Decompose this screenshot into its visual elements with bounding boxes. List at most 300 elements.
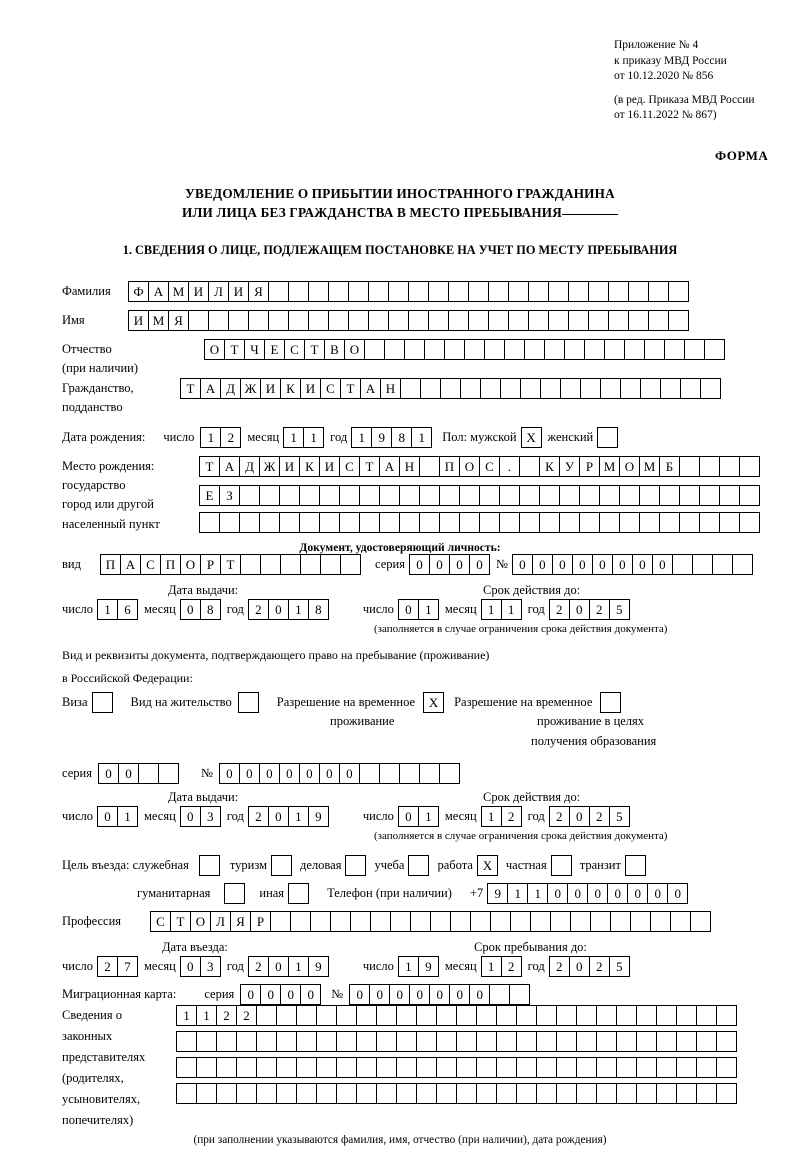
migration-number-cell[interactable]: 0 — [349, 984, 370, 1005]
permit-valid-month-input[interactable] — [481, 806, 522, 827]
profession-cell[interactable]: Я — [230, 911, 251, 932]
permit-visa-checkbox[interactable] — [92, 692, 113, 713]
reps-1-cell[interactable] — [416, 1005, 437, 1026]
reps-2-cell[interactable] — [256, 1031, 277, 1052]
permit-issue-day-cell[interactable]: 1 — [117, 806, 138, 827]
migration-series-input[interactable] — [240, 984, 321, 1005]
permit-number-cell[interactable] — [399, 763, 420, 784]
surname-cell[interactable]: Л — [208, 281, 229, 302]
reps-4-cell[interactable] — [256, 1083, 277, 1104]
name-cell[interactable] — [408, 310, 429, 331]
name-cell[interactable] — [648, 310, 669, 331]
reps-3-cell[interactable] — [436, 1057, 457, 1078]
permit-issue-year-cell[interactable]: 9 — [308, 806, 329, 827]
name-cell[interactable] — [248, 310, 269, 331]
reps-4-cell[interactable] — [196, 1083, 217, 1104]
reps-3-cell[interactable] — [476, 1057, 497, 1078]
identity-issue-month-input[interactable] — [180, 599, 221, 620]
permit-valid-month-cell[interactable]: 2 — [501, 806, 522, 827]
citizenship-cell[interactable]: С — [320, 378, 341, 399]
birthplace-1-cell[interactable]: У — [559, 456, 580, 477]
reps-2-cell[interactable] — [216, 1031, 237, 1052]
birth-day-input[interactable] — [200, 427, 241, 448]
surname-cell[interactable] — [648, 281, 669, 302]
birthplace-1-cell[interactable]: Т — [359, 456, 380, 477]
migration-number-cell[interactable]: 0 — [409, 984, 430, 1005]
name-cell[interactable] — [568, 310, 589, 331]
permit-issue-month-input[interactable] — [180, 806, 221, 827]
surname-cell[interactable] — [668, 281, 689, 302]
permit-series-cell[interactable]: 0 — [118, 763, 139, 784]
profession-cell[interactable] — [430, 911, 451, 932]
surname-cell[interactable]: Я — [248, 281, 269, 302]
phone-cell[interactable]: 0 — [647, 883, 668, 904]
identity-kind-cell[interactable]: П — [100, 554, 121, 575]
entry-day-input[interactable] — [97, 956, 138, 977]
birthplace-1-cell[interactable]: А — [219, 456, 240, 477]
reps-3-cell[interactable] — [556, 1057, 577, 1078]
permit-valid-year-cell[interactable]: 2 — [549, 806, 570, 827]
name-cell[interactable] — [428, 310, 449, 331]
birthplace-2-cell[interactable] — [579, 485, 600, 506]
reps-4-cell[interactable] — [316, 1083, 337, 1104]
identity-kind-cell[interactable]: О — [180, 554, 201, 575]
permit-issue-month-cell[interactable]: 0 — [180, 806, 201, 827]
reps-2-cell[interactable] — [576, 1031, 597, 1052]
permit-number-cell[interactable]: 0 — [299, 763, 320, 784]
identity-issue-year-cell[interactable]: 1 — [288, 599, 309, 620]
phone-cell[interactable]: 0 — [607, 883, 628, 904]
birthplace-2-cell[interactable] — [299, 485, 320, 506]
phone-cell[interactable]: 0 — [567, 883, 588, 904]
citizenship-cell[interactable] — [540, 378, 561, 399]
citizenship-cell[interactable]: Н — [380, 378, 401, 399]
patronymic-cell[interactable]: В — [324, 339, 345, 360]
identity-number-cell[interactable]: 0 — [592, 554, 613, 575]
patronymic-cell[interactable] — [524, 339, 545, 360]
reps-4-cell[interactable] — [556, 1083, 577, 1104]
reps-1-cell[interactable] — [656, 1005, 677, 1026]
entry-month-cell[interactable]: 3 — [200, 956, 221, 977]
reps-4-cell[interactable] — [716, 1083, 737, 1104]
profession-cell[interactable] — [530, 911, 551, 932]
surname-cell[interactable] — [368, 281, 389, 302]
permit-number-cell[interactable] — [439, 763, 460, 784]
birth-day-cell[interactable]: 2 — [220, 427, 241, 448]
reps-3-cell[interactable] — [256, 1057, 277, 1078]
reps-3-cell[interactable] — [696, 1057, 717, 1078]
birthplace-2-cell[interactable] — [539, 485, 560, 506]
permit-number-cell[interactable]: 0 — [339, 763, 360, 784]
stay-month-cell[interactable]: 1 — [481, 956, 502, 977]
reps-1-cell[interactable] — [436, 1005, 457, 1026]
citizenship-cell[interactable] — [580, 378, 601, 399]
reps-2-cell[interactable] — [516, 1031, 537, 1052]
permit-number-input[interactable] — [219, 763, 460, 784]
birthplace-3-cell[interactable] — [219, 512, 240, 533]
reps-2-cell[interactable] — [436, 1031, 457, 1052]
permit-valid-day-cell[interactable]: 1 — [418, 806, 439, 827]
birthplace-2-cell[interactable] — [459, 485, 480, 506]
patronymic-cell[interactable] — [544, 339, 565, 360]
citizenship-cell[interactable] — [660, 378, 681, 399]
birthplace-1-cell[interactable]: П — [439, 456, 460, 477]
patronymic-cell[interactable] — [584, 339, 605, 360]
birthplace-3-cell[interactable] — [659, 512, 680, 533]
surname-cell[interactable] — [388, 281, 409, 302]
profession-cell[interactable] — [490, 911, 511, 932]
identity-valid-year-input[interactable] — [549, 599, 630, 620]
surname-cell[interactable] — [528, 281, 549, 302]
reps-4-cell[interactable] — [356, 1083, 377, 1104]
birthplace-3-cell[interactable] — [739, 512, 760, 533]
birthplace-2-cell[interactable] — [519, 485, 540, 506]
citizenship-cell[interactable]: К — [280, 378, 301, 399]
identity-number-cell[interactable] — [692, 554, 713, 575]
migration-series-cell[interactable]: 0 — [240, 984, 261, 1005]
birthplace-2-cell[interactable] — [659, 485, 680, 506]
identity-valid-year-cell[interactable]: 2 — [549, 599, 570, 620]
birthplace-2-cell[interactable] — [419, 485, 440, 506]
surname-cell[interactable] — [428, 281, 449, 302]
permit-series-cell[interactable] — [138, 763, 159, 784]
reps-1-cell[interactable] — [456, 1005, 477, 1026]
permit-issue-day-input[interactable] — [97, 806, 138, 827]
birth-year-cell[interactable]: 9 — [371, 427, 392, 448]
purpose-transit-checkbox[interactable] — [625, 855, 646, 876]
purpose-work-checkbox[interactable]: X — [477, 855, 498, 876]
birthplace-3-cell[interactable] — [519, 512, 540, 533]
identity-issue-year-cell[interactable]: 2 — [248, 599, 269, 620]
reps-3-cell[interactable] — [316, 1057, 337, 1078]
birthplace-3-cell[interactable] — [719, 512, 740, 533]
birthplace-2-cell[interactable] — [259, 485, 280, 506]
patronymic-cell[interactable]: Т — [304, 339, 325, 360]
birth-year-cell[interactable]: 1 — [411, 427, 432, 448]
birthplace-2-cell[interactable]: Е — [199, 485, 220, 506]
reps-1-cell[interactable]: 1 — [176, 1005, 197, 1026]
identity-kind-cell[interactable] — [320, 554, 341, 575]
entry-year-input[interactable] — [248, 956, 329, 977]
stay-month-cell[interactable]: 2 — [501, 956, 522, 977]
profession-cell[interactable]: С — [150, 911, 171, 932]
reps-2-cell[interactable] — [356, 1031, 377, 1052]
patronymic-cell[interactable] — [464, 339, 485, 360]
birthplace-1-cell[interactable] — [419, 456, 440, 477]
birthplace-3-cell[interactable] — [339, 512, 360, 533]
birthplace-1-cell[interactable]: С — [479, 456, 500, 477]
reps-1-cell[interactable] — [316, 1005, 337, 1026]
birth-month-cell[interactable]: 1 — [283, 427, 304, 448]
profession-cell[interactable] — [290, 911, 311, 932]
permit-valid-month-cell[interactable]: 1 — [481, 806, 502, 827]
name-cell[interactable] — [208, 310, 229, 331]
birthplace-1-cell[interactable]: О — [459, 456, 480, 477]
birthplace-2-cell[interactable] — [479, 485, 500, 506]
reps-1-cell[interactable] — [716, 1005, 737, 1026]
permit-number-cell[interactable]: 0 — [319, 763, 340, 784]
identity-issue-day-input[interactable] — [97, 599, 138, 620]
surname-cell[interactable] — [328, 281, 349, 302]
reps-1-cell[interactable] — [356, 1005, 377, 1026]
birthplace-1-cell[interactable] — [679, 456, 700, 477]
birthplace-2-cell[interactable] — [739, 485, 760, 506]
citizenship-cell[interactable] — [620, 378, 641, 399]
profession-cell[interactable]: О — [190, 911, 211, 932]
reps-4-cell[interactable] — [276, 1083, 297, 1104]
birthplace-2-cell[interactable] — [379, 485, 400, 506]
name-cell[interactable] — [508, 310, 529, 331]
name-cell[interactable] — [188, 310, 209, 331]
identity-issue-year-input[interactable] — [248, 599, 329, 620]
identity-valid-month-cell[interactable]: 1 — [481, 599, 502, 620]
identity-kind-cell[interactable] — [280, 554, 301, 575]
profession-cell[interactable]: Л — [210, 911, 231, 932]
birthplace-input-row-3[interactable] — [199, 512, 760, 533]
profession-cell[interactable] — [650, 911, 671, 932]
phone-cell[interactable]: 9 — [487, 883, 508, 904]
birthplace-3-cell[interactable] — [439, 512, 460, 533]
reps-2-cell[interactable] — [416, 1031, 437, 1052]
identity-series-cell[interactable]: 0 — [429, 554, 450, 575]
reps-4-cell[interactable] — [176, 1083, 197, 1104]
phone-cell[interactable]: 1 — [527, 883, 548, 904]
birthplace-1-cell[interactable]: М — [639, 456, 660, 477]
reps-1-cell[interactable] — [596, 1005, 617, 1026]
birthplace-3-cell[interactable] — [279, 512, 300, 533]
migration-number-cell[interactable] — [489, 984, 510, 1005]
patronymic-cell[interactable]: Т — [224, 339, 245, 360]
citizenship-cell[interactable] — [460, 378, 481, 399]
surname-cell[interactable]: М — [168, 281, 189, 302]
surname-input[interactable] — [128, 281, 689, 302]
reps-2-cell[interactable] — [316, 1031, 337, 1052]
profession-cell[interactable] — [690, 911, 711, 932]
profession-input[interactable] — [150, 911, 711, 932]
reps-1-cell[interactable]: 2 — [216, 1005, 237, 1026]
reps-2-cell[interactable] — [556, 1031, 577, 1052]
permit-temp-checkbox[interactable]: X — [423, 692, 444, 713]
reps-3-cell[interactable] — [196, 1057, 217, 1078]
citizenship-cell[interactable]: И — [300, 378, 321, 399]
birthplace-3-cell[interactable] — [239, 512, 260, 533]
identity-number-cell[interactable]: 0 — [512, 554, 533, 575]
citizenship-cell[interactable] — [680, 378, 701, 399]
migration-number-cell[interactable]: 0 — [449, 984, 470, 1005]
birthplace-3-cell[interactable] — [359, 512, 380, 533]
reps-1-cell[interactable] — [256, 1005, 277, 1026]
identity-number-cell[interactable]: 0 — [552, 554, 573, 575]
citizenship-cell[interactable] — [420, 378, 441, 399]
citizenship-cell[interactable]: Т — [340, 378, 361, 399]
patronymic-cell[interactable] — [644, 339, 665, 360]
permit-valid-day-cell[interactable]: 0 — [398, 806, 419, 827]
identity-number-cell[interactable]: 0 — [612, 554, 633, 575]
identity-issue-year-cell[interactable]: 0 — [268, 599, 289, 620]
permit-number-cell[interactable]: 0 — [219, 763, 240, 784]
profession-cell[interactable] — [450, 911, 471, 932]
citizenship-cell[interactable]: И — [260, 378, 281, 399]
reps-4-cell[interactable] — [216, 1083, 237, 1104]
identity-kind-cell[interactable]: Т — [220, 554, 241, 575]
birth-year-cell[interactable]: 1 — [351, 427, 372, 448]
stay-day-cell[interactable]: 9 — [418, 956, 439, 977]
birthplace-1-cell[interactable]: И — [279, 456, 300, 477]
patronymic-cell[interactable] — [564, 339, 585, 360]
identity-valid-day-input[interactable] — [398, 599, 439, 620]
surname-cell[interactable]: Ф — [128, 281, 149, 302]
profession-cell[interactable]: Т — [170, 911, 191, 932]
reps-4-cell[interactable] — [576, 1083, 597, 1104]
migration-number-cell[interactable]: 0 — [369, 984, 390, 1005]
name-cell[interactable] — [268, 310, 289, 331]
patronymic-cell[interactable] — [684, 339, 705, 360]
phone-cell[interactable]: 0 — [587, 883, 608, 904]
reps-1-cell[interactable] — [396, 1005, 417, 1026]
reps-4-cell[interactable] — [416, 1083, 437, 1104]
birthplace-3-cell[interactable] — [639, 512, 660, 533]
reps-4-cell[interactable] — [676, 1083, 697, 1104]
patronymic-input[interactable] — [204, 339, 725, 360]
name-cell[interactable] — [548, 310, 569, 331]
birthplace-1-cell[interactable]: Д — [239, 456, 260, 477]
birthplace-3-cell[interactable] — [259, 512, 280, 533]
birthplace-2-cell[interactable] — [559, 485, 580, 506]
surname-cell[interactable] — [268, 281, 289, 302]
reps-1-cell[interactable] — [376, 1005, 397, 1026]
name-cell[interactable] — [388, 310, 409, 331]
reps-2-cell[interactable] — [236, 1031, 257, 1052]
stay-day-cell[interactable]: 1 — [398, 956, 419, 977]
permit-issue-year-input[interactable] — [248, 806, 329, 827]
birthplace-1-cell[interactable] — [699, 456, 720, 477]
birthplace-1-cell[interactable]: К — [539, 456, 560, 477]
name-cell[interactable] — [448, 310, 469, 331]
citizenship-cell[interactable]: Т — [180, 378, 201, 399]
profession-cell[interactable] — [590, 911, 611, 932]
identity-issue-month-cell[interactable]: 8 — [200, 599, 221, 620]
profession-cell[interactable] — [270, 911, 291, 932]
citizenship-cell[interactable] — [560, 378, 581, 399]
birthplace-input-row-1[interactable] — [199, 456, 760, 477]
citizenship-cell[interactable] — [500, 378, 521, 399]
profession-cell[interactable] — [550, 911, 571, 932]
reps-1-cell[interactable] — [556, 1005, 577, 1026]
birthplace-3-cell[interactable] — [299, 512, 320, 533]
citizenship-input[interactable] — [180, 378, 721, 399]
birthplace-2-cell[interactable] — [499, 485, 520, 506]
profession-cell[interactable] — [370, 911, 391, 932]
citizenship-cell[interactable]: А — [360, 378, 381, 399]
identity-valid-day-cell[interactable]: 0 — [398, 599, 419, 620]
permit-issue-month-cell[interactable]: 3 — [200, 806, 221, 827]
birthplace-3-cell[interactable] — [619, 512, 640, 533]
identity-number-cell[interactable]: 0 — [572, 554, 593, 575]
birthplace-2-cell[interactable] — [719, 485, 740, 506]
birthplace-1-cell[interactable]: Т — [199, 456, 220, 477]
birthplace-1-cell[interactable]: С — [339, 456, 360, 477]
birthplace-2-cell[interactable] — [399, 485, 420, 506]
birthplace-2-cell[interactable] — [439, 485, 460, 506]
permit-issue-year-cell[interactable]: 2 — [248, 806, 269, 827]
purpose-humanitarian-checkbox[interactable] — [224, 883, 245, 904]
name-cell[interactable] — [348, 310, 369, 331]
citizenship-cell[interactable] — [600, 378, 621, 399]
reps-3-cell[interactable] — [376, 1057, 397, 1078]
citizenship-cell[interactable] — [480, 378, 501, 399]
reps-1-cell[interactable] — [536, 1005, 557, 1026]
reps-3-cell[interactable] — [176, 1057, 197, 1078]
surname-cell[interactable] — [568, 281, 589, 302]
purpose-other-checkbox[interactable] — [288, 883, 309, 904]
reps-3-cell[interactable] — [216, 1057, 237, 1078]
sex-male-checkbox[interactable]: X — [521, 427, 542, 448]
name-cell[interactable] — [328, 310, 349, 331]
patronymic-cell[interactable]: О — [204, 339, 225, 360]
permit-issue-year-cell[interactable]: 1 — [288, 806, 309, 827]
permit-number-cell[interactable] — [379, 763, 400, 784]
reps-2-cell[interactable] — [496, 1031, 517, 1052]
permit-valid-day-input[interactable] — [398, 806, 439, 827]
identity-series-cell[interactable]: 0 — [409, 554, 430, 575]
reps-2-cell[interactable] — [656, 1031, 677, 1052]
birthplace-3-cell[interactable] — [379, 512, 400, 533]
patronymic-cell[interactable] — [424, 339, 445, 360]
citizenship-cell[interactable] — [640, 378, 661, 399]
patronymic-cell[interactable] — [604, 339, 625, 360]
reps-2-cell[interactable] — [696, 1031, 717, 1052]
reps-1-cell[interactable] — [696, 1005, 717, 1026]
reps-4-cell[interactable] — [236, 1083, 257, 1104]
identity-kind-cell[interactable]: Р — [200, 554, 221, 575]
reps-3-cell[interactable] — [396, 1057, 417, 1078]
reps-3-cell[interactable] — [456, 1057, 477, 1078]
migration-number-input[interactable] — [349, 984, 530, 1005]
birthplace-2-cell[interactable] — [339, 485, 360, 506]
birthplace-3-cell[interactable] — [479, 512, 500, 533]
reps-input-row-3[interactable] — [176, 1057, 737, 1078]
birthplace-2-cell[interactable] — [679, 485, 700, 506]
identity-issue-year-cell[interactable]: 8 — [308, 599, 329, 620]
identity-series-cell[interactable]: 0 — [449, 554, 470, 575]
reps-3-cell[interactable] — [336, 1057, 357, 1078]
reps-2-cell[interactable] — [396, 1031, 417, 1052]
birthplace-3-cell[interactable] — [599, 512, 620, 533]
permit-valid-year-cell[interactable]: 0 — [569, 806, 590, 827]
birthplace-1-cell[interactable]: И — [319, 456, 340, 477]
reps-4-cell[interactable] — [516, 1083, 537, 1104]
name-cell[interactable]: И — [128, 310, 149, 331]
reps-input-row-4[interactable] — [176, 1083, 737, 1104]
permit-number-cell[interactable]: 0 — [279, 763, 300, 784]
birth-year-cell[interactable]: 8 — [391, 427, 412, 448]
identity-issue-month-cell[interactable]: 0 — [180, 599, 201, 620]
name-cell[interactable] — [488, 310, 509, 331]
birthplace-2-cell[interactable] — [359, 485, 380, 506]
name-cell[interactable] — [668, 310, 689, 331]
migration-series-cell[interactable]: 0 — [260, 984, 281, 1005]
name-cell[interactable] — [368, 310, 389, 331]
identity-kind-cell[interactable]: С — [140, 554, 161, 575]
birthplace-2-cell[interactable] — [279, 485, 300, 506]
identity-valid-day-cell[interactable]: 1 — [418, 599, 439, 620]
surname-cell[interactable] — [508, 281, 529, 302]
reps-2-cell[interactable] — [636, 1031, 657, 1052]
birthplace-1-cell[interactable]: Ж — [259, 456, 280, 477]
birthplace-1-cell[interactable] — [719, 456, 740, 477]
profession-cell[interactable] — [670, 911, 691, 932]
stay-year-cell[interactable]: 2 — [589, 956, 610, 977]
